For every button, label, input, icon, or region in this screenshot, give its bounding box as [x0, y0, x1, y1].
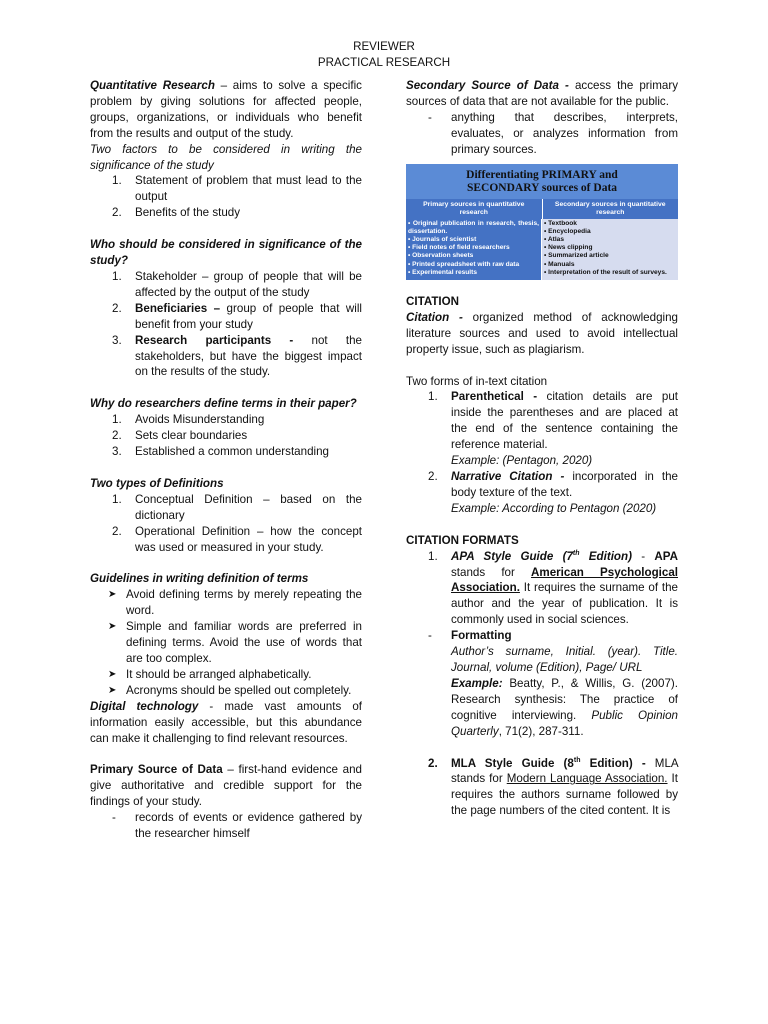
- who-list: [90, 269, 362, 380]
- list-item: 1. Avoids Misunderstanding: [112, 413, 265, 427]
- document-header: [0, 39, 768, 70]
- why-question-heading: Why do researchers define terms in their paper?: [90, 397, 357, 411]
- quantitative-research-definition: Quantitative Research – aims to solve a specific problem by giving solutions for affected people, groups, organizations, or individuals who benefit from the results and output of the study.: [90, 79, 362, 140]
- why-list: [90, 412, 362, 460]
- header-line-2: PRACTICAL RESEARCH: [317, 55, 451, 69]
- two-factors-heading: Two factors to be considered in writing the significance of the study: [90, 142, 362, 172]
- table-title: Differentiating PRIMARY and SECONDARY sources of Data: [406, 164, 678, 199]
- table-header-row: [406, 199, 678, 219]
- definition-types-heading: Two types of Definitions: [90, 476, 224, 490]
- list-item: ➤ Simple and familiar words are preferred in defining terms. Avoid the use of words that are too complex.: [108, 620, 362, 665]
- citation-formats-heading: CITATION FORMATS: [406, 533, 519, 547]
- table-cell: • Journals of scientist: [408, 235, 477, 243]
- arrow-bullet-icon: ➤: [108, 668, 117, 680]
- factors-list: [90, 173, 362, 221]
- list-item: 2. Sets clear boundaries: [112, 429, 248, 443]
- list-item: 3. Research participants - not the stakeholders, but have the biggest impact on the results of the study.: [112, 333, 362, 379]
- arrow-bullet-icon: ➤: [108, 589, 117, 601]
- list-item: ➤ Acronyms should be spelled out completely.: [108, 683, 352, 697]
- citation-forms-list: [406, 389, 678, 516]
- table-cell: • Textbook: [544, 219, 577, 227]
- table-cell: • Encyclopedia: [544, 227, 591, 235]
- table-body: [406, 219, 678, 280]
- table-cell: • Field notes of field researchers: [408, 244, 510, 252]
- two-forms-heading: Two forms of in-text citation: [406, 374, 548, 388]
- list-item: 1. Parenthetical - citation details are put inside the parentheses and are placed at the end of the sentence containing the reference material. Example: (Pentagon, 2020): [428, 390, 678, 468]
- guidelines-list: [90, 587, 362, 698]
- table-cell: • Manuals: [544, 260, 575, 268]
- guidelines-heading: Guidelines in writing definition of terms: [90, 572, 309, 586]
- table-column-secondary: [542, 219, 678, 280]
- list-item: - records of events or evidence gathered by the researcher himself: [112, 811, 362, 841]
- table-cell: • Atlas: [544, 235, 565, 243]
- citation-heading: CITATION: [406, 294, 460, 308]
- list-item: 3. Established a common understanding: [112, 445, 329, 459]
- list-item: 2. Beneficiaries – group of people that will benefit from your study: [112, 301, 362, 331]
- header-line-1: REVIEWER: [353, 40, 415, 53]
- table-cell: • News clipping: [544, 244, 593, 252]
- digital-technology-definition: Digital technology - made vast amounts of information easily accessible, but this abundance can make it challenging to find relevant resources.: [90, 699, 362, 745]
- arrow-bullet-icon: ➤: [108, 684, 117, 696]
- list-item: 2. Operational Definition – how the concept was used or measured in your study.: [112, 524, 362, 554]
- list-item: ➤ Avoid defining terms by merely repeating the word.: [108, 588, 362, 618]
- table-column-primary: [406, 219, 542, 280]
- secondary-source-definition: Secondary Source of Data - access the primary sources of data that are not available for the public.: [406, 79, 679, 108]
- table-cell: • Interpretation of the result of surveys.: [544, 268, 667, 276]
- apa-list-item: 1. APA Style Guide (7th Edition) - APA stands for American Psychological Association. It requires the surname of the author and the year of publication. It is commonly used in social sciences.: [428, 549, 678, 627]
- primary-source-definition: Primary Source of Data – first-hand evidence and give authoritative and credible support for the findings of your study.: [90, 763, 362, 809]
- table-cell: • Summarized article: [544, 252, 609, 260]
- who-question-heading: Who should be considered in significance of the study?: [90, 238, 362, 268]
- list-item: 1. Conceptual Definition – based on the dictionary: [112, 492, 362, 522]
- primary-source-list: [90, 810, 362, 842]
- table-cell: • Printed spreadsheet with raw data: [408, 260, 520, 268]
- list-item: 1. Statement of problem that must lead to the output: [112, 174, 362, 204]
- sources-comparison-table: [406, 164, 678, 280]
- table-cell: • Observation sheets: [408, 252, 474, 260]
- table-cell: • Original publication in research, thesis, dissertation.: [408, 219, 539, 235]
- arrow-bullet-icon: ➤: [108, 621, 117, 633]
- table-header-secondary: Secondary sources in quantitative research: [554, 200, 666, 216]
- secondary-source-list: [406, 110, 678, 158]
- formatting-details: Author’s surname, Initial. (year). Title. Journal, volume (Edition), Page/ URL Example: Beatty, P., & Willis, G. (2007). Research synthesis: The practice of cognitive interviewing. Public Opinion Quarterly, 71(2), 287-311.: [451, 645, 678, 738]
- list-item: 2. Benefits of the study: [112, 206, 241, 220]
- mla-list-item: 2. MLA Style Guide (8th Edition) - MLA stands for Modern Language Association. It requires the authors surname followed by the page numbers of the cited content. It is: [428, 756, 679, 818]
- list-item: ➤ It should be arranged alphabetically.: [108, 667, 312, 681]
- left-column: [90, 78, 362, 842]
- formatting-item: - Formatting: [428, 629, 512, 643]
- citation-definition: Citation - organized method of acknowledging literature sources and used to avoid intellectual property issue, such as plagiarism.: [406, 310, 678, 356]
- list-item: 2. Narrative Citation - incorporated in the body texture of the text. Example: According to Pentagon (2020): [428, 470, 678, 515]
- table-cell: • Experimental results: [408, 268, 478, 276]
- right-column: [406, 78, 678, 819]
- list-item: - anything that describes, interprets, evaluates, or analyzes information from primary sources.: [428, 110, 678, 156]
- list-item: 1. Stakeholder – group of people that will be affected by the output of the study: [112, 269, 362, 299]
- definition-types-list: [90, 492, 362, 556]
- table-header-primary: Primary sources in quantitative research: [406, 199, 543, 219]
